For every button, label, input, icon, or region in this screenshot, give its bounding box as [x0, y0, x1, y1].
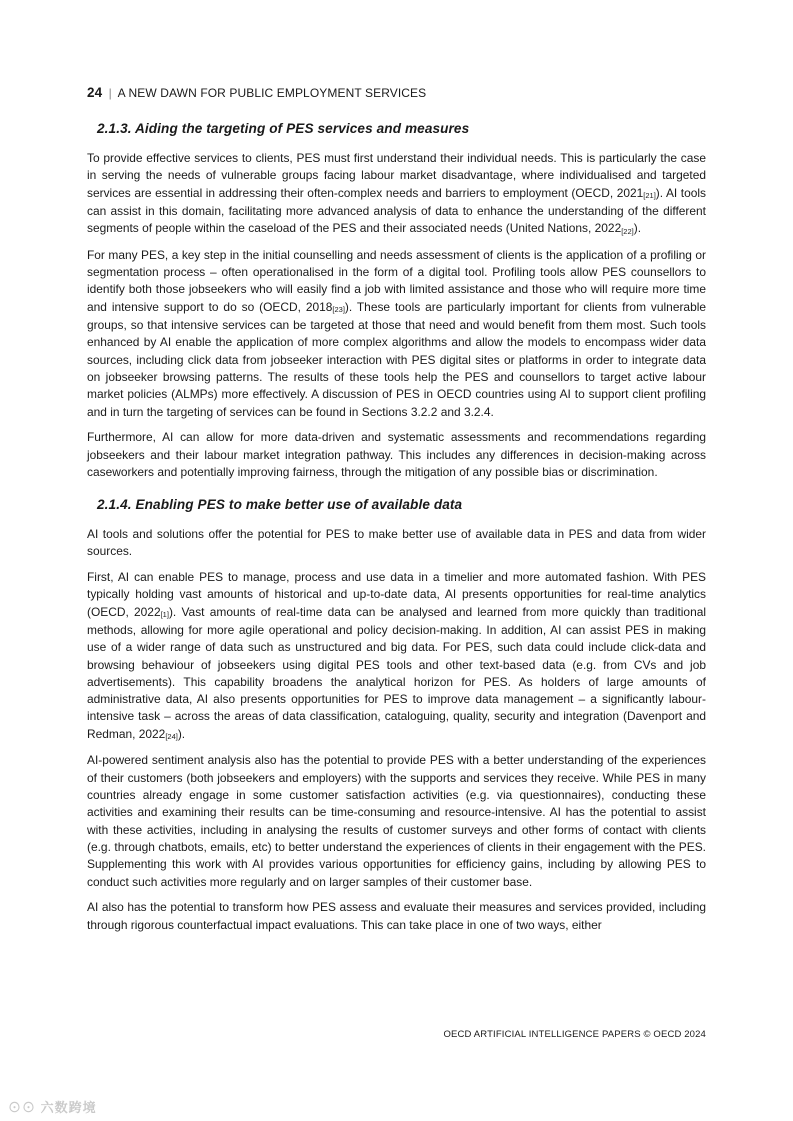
- header-separator: |: [108, 86, 112, 100]
- running-title: A NEW DAWN FOR PUBLIC EMPLOYMENT SERVICES: [117, 86, 427, 100]
- page-body: [87, 121, 706, 942]
- section-heading-2-1-3: 2.1.3. Aiding the targeting of PES services and measures: [97, 121, 470, 136]
- paragraph: Furthermore, AI can allow for more data-driven and systematic assessments and recommendations regarding jobseekers and their labour market integration pathway. This includes any differences in decision-making across caseworkers and potentially improving fairness, through the mitigation of any possible bias or discrimination.: [87, 430, 706, 479]
- citation-ref[interactable]: [22]: [621, 226, 634, 236]
- citation-ref[interactable]: [1]: [160, 610, 169, 620]
- citation-ref[interactable]: [23]: [332, 305, 345, 315]
- paragraph: AI also has the potential to transform how PES assess and evaluate their measures and services provided, including through rigorous counterfactual impact evaluations. This can take place in one of two ways, either: [87, 900, 706, 932]
- page-footer: OECD ARTIFICIAL INTELLIGENCE PAPERS © OECD 2024: [443, 1029, 706, 1040]
- paragraph: For many PES, a key step in the initial counselling and needs assessment of clients is the application of a profiling or segmentation process – often operationalised in the form of a digital tool. Profiling tools allow PES counsellors to identify both those jobseekers who will easily find a job with limited assistance and those who will require more time and intensive support to do so (OECD, 2018[23]). These tools are particularly important for clients from vulnerable groups, so that intensive services can be targeted at those that need and would benefit from them most. Such tools enhanced by AI enable the application of more complex algorithms and allow the models to encompass wider data sources, including click data from jobseeker interaction with PES digital sites or platforms in order to integrate data on jobseeker browsing patterns. The results of these tools help the PES and counsellors to target active labour market policies (ALMPs) more effectively. A discussion of PES in OECD countries using AI to support client profiling and in turn the targeting of services can be found in Sections 3.2.2 and 3.2.4.: [87, 247, 706, 419]
- page-header: [87, 85, 426, 100]
- citation-ref[interactable]: [21]: [643, 191, 656, 201]
- citation-ref[interactable]: [24]: [165, 732, 178, 742]
- page-number: 24: [87, 85, 103, 100]
- section-heading-2-1-4: 2.1.4. Enabling PES to make better use of available data: [97, 497, 463, 513]
- paragraph: To provide effective services to clients, PES must first understand their individual needs. This is particularly the case in serving the needs of vulnerable groups facing labour market disadvantage, where individualised and targeted services are essential in addressing their often-complex needs and barriers to employment (OECD, 2021[21]). AI tools can assist in this domain, facilitating more advanced analysis of data to enhance the understanding of the different segments of people within the caseload of the PES and their associated needs (United Nations, 2022[22]).: [87, 151, 707, 236]
- watermark-logo: ⊙⊙ 六数跨境: [8, 1100, 97, 1115]
- paragraph: First, AI can enable PES to manage, process and use data in a timelier and more automated fashion. With PES typically holding vast amounts of historical and up-to-date data, AI presents opportunities for real-time analytics (OECD, 2022[1]). Vast amounts of real-time data can be analysed and learned from more quickly than traditional methods, allowing for more agile operational and policy decision-making. In addition, AI can assist PES in making use of a wider range of data such as unstructured and big data. For PES, such data could include click-data and browsing behaviour of jobseekers using digital PES tools and other text-based data (e.g. from CVs and job advertisements). This capability broadens the analytical horizon for PES. As holders of large amounts of administrative data, AI also presents opportunities for PES to improve data management – a significantly labour-intensive task – across the areas of data classification, cataloguing, quality, security and integration (Davenport and Redman, 2022[24]).: [87, 570, 706, 742]
- paragraph: AI tools and solutions offer the potential for PES to make better use of available data in PES and data from wider sources.: [87, 527, 706, 559]
- paragraph: AI-powered sentiment analysis also has the potential to provide PES with a better understanding of the experiences of their customers (both jobseekers and employers) with the supports and services they receive. While PES in many countries already engage in some customer satisfaction activities (e.g. via questionnaires), conducting these activities and examining their results can be time-consuming and resource-intensive. AI has the potential to assist with these activities, including in analysing the results of customer surveys and other forms of contact with clients (e.g. through chatbots, emails, etc) to better understand the experiences of clients in their engagement with the PES. Supplementing this work with AI provides various opportunities for efficiency gains, including by allowing PES to conduct such activities more regularly and on larger samples of their customer base.: [87, 753, 706, 889]
